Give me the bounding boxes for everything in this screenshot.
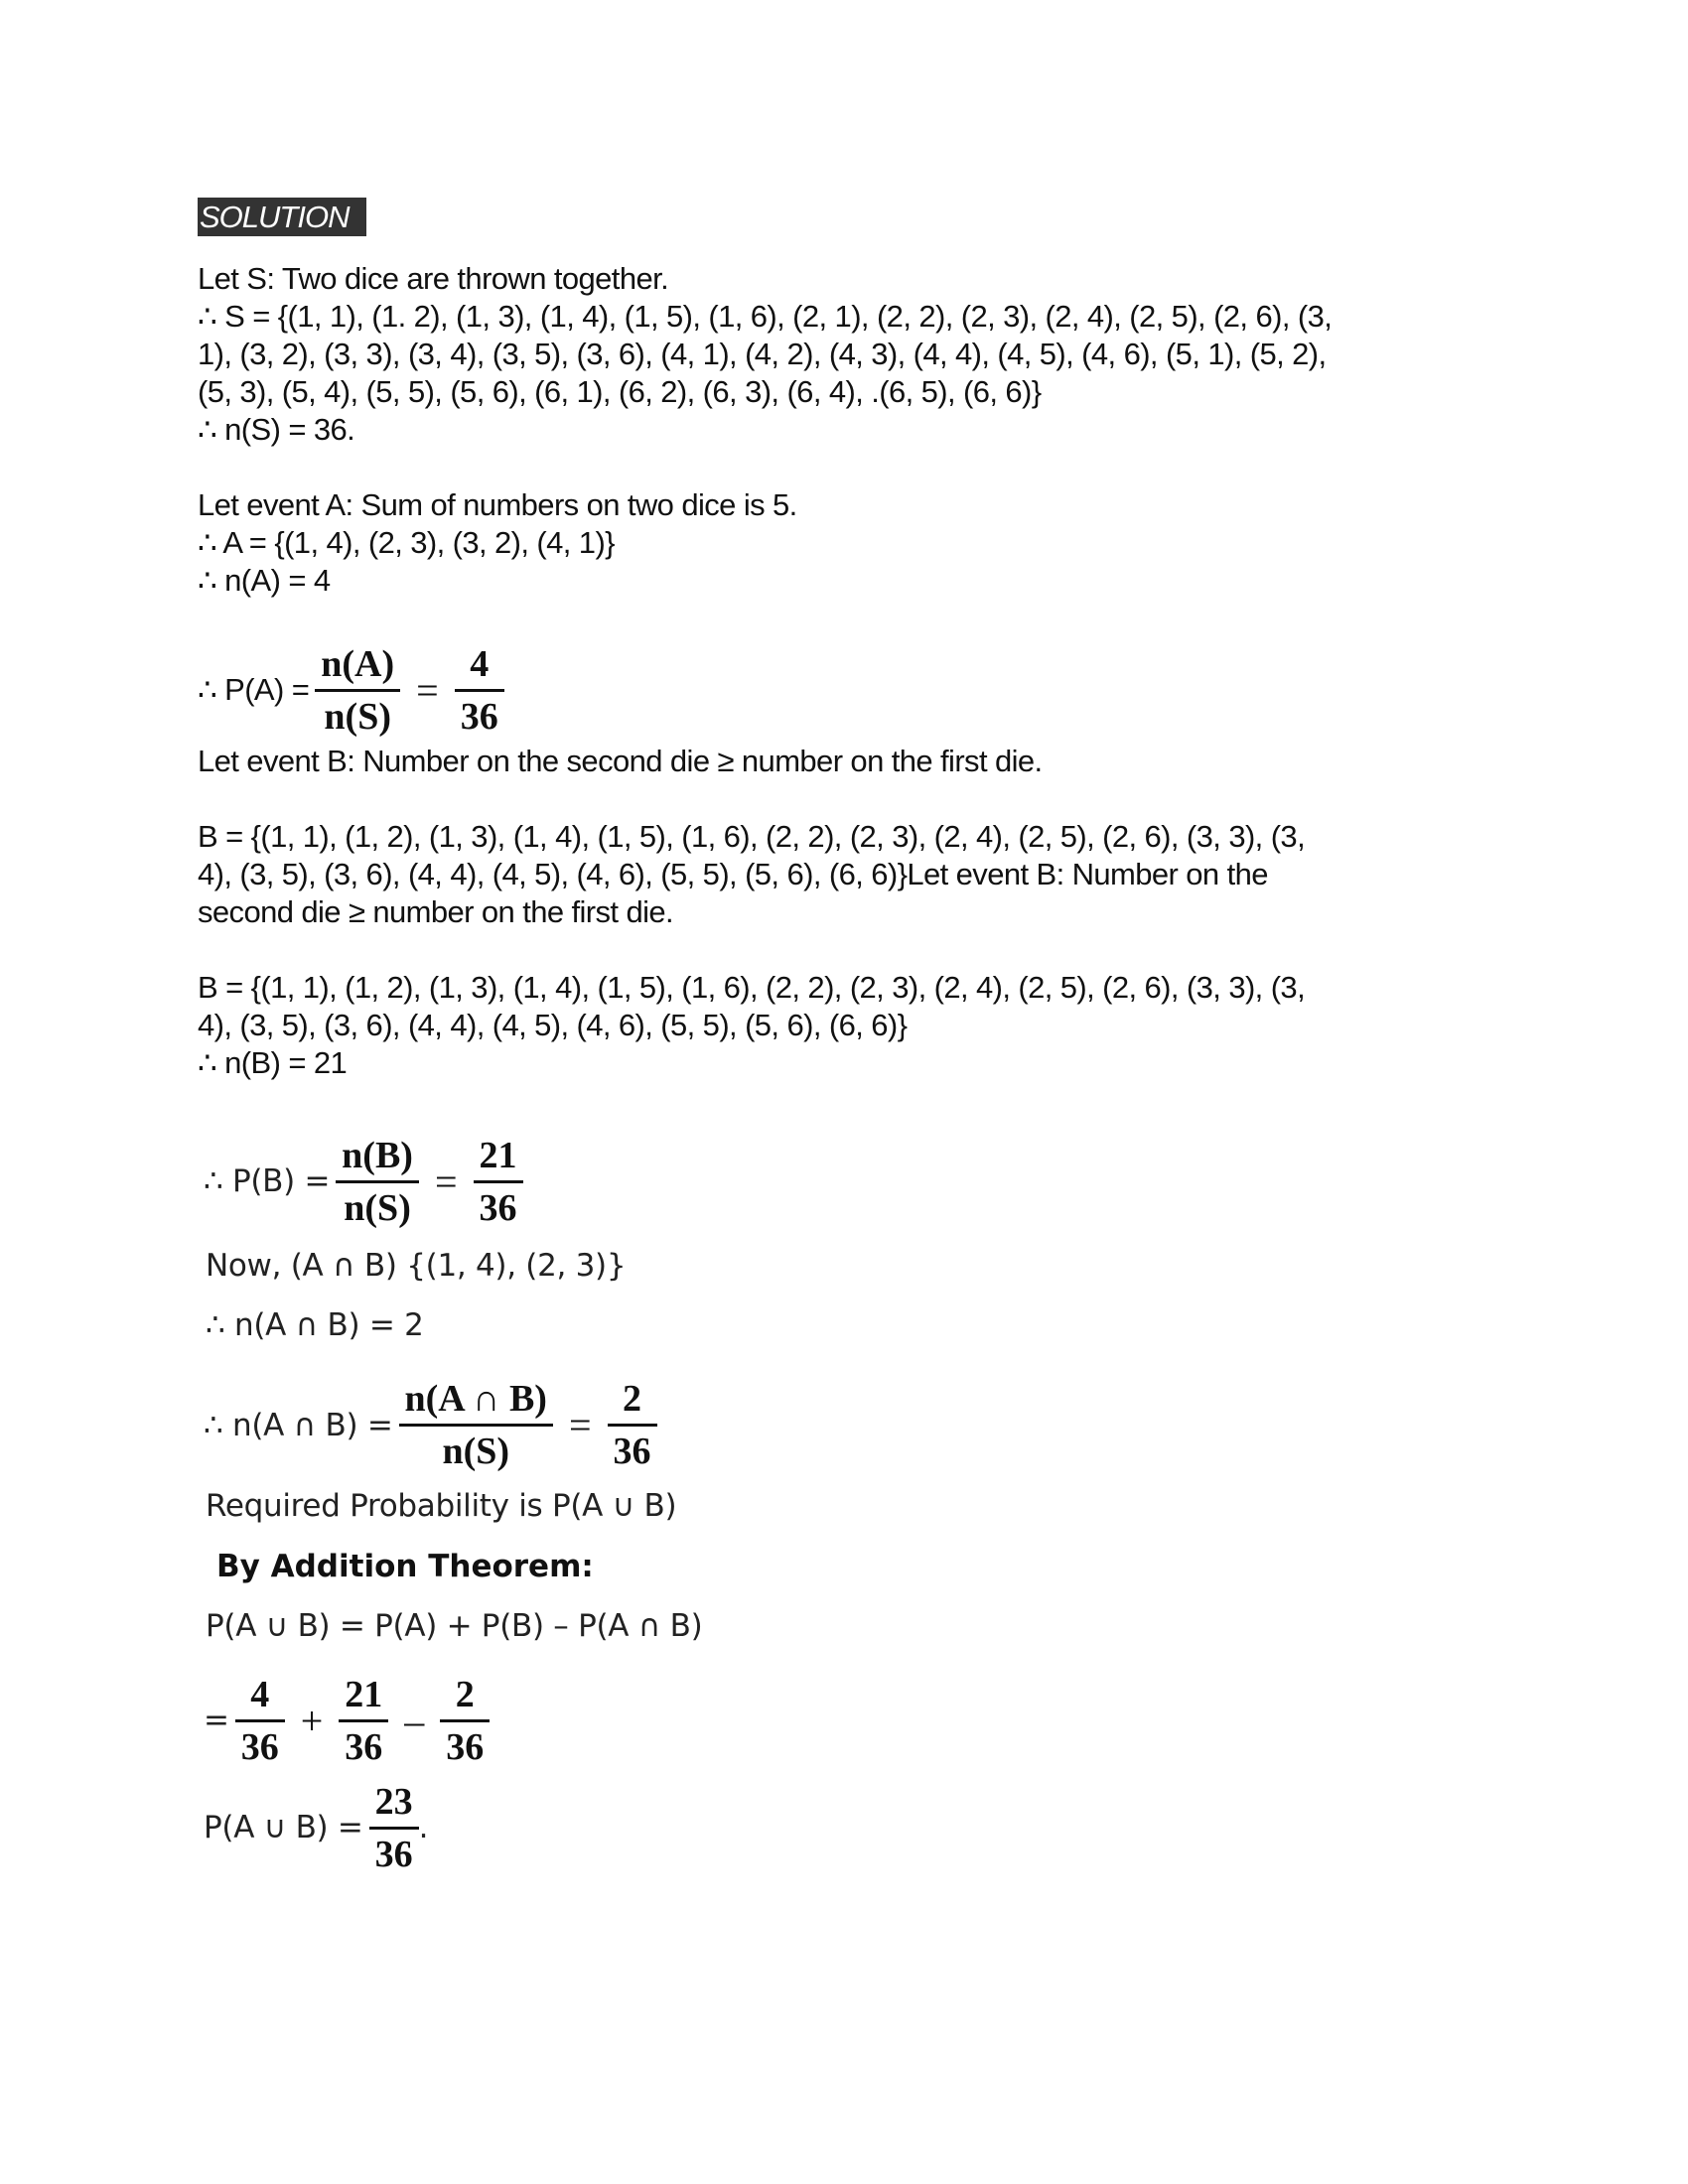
fraction-denominator: 36 — [479, 1186, 517, 1229]
result-period: . — [418, 1810, 429, 1845]
prob-a-fraction — [315, 639, 400, 742]
fraction-denominator: 36 — [460, 695, 498, 738]
addition-theorem-formula: P(A ∪ B) = P(A) + P(B) – P(A ∩ B) — [206, 1608, 703, 1644]
sample-space-intro: Let S: Two dice are thrown together. — [198, 261, 669, 296]
result-lhs: P(A ∪ B) = — [204, 1810, 363, 1845]
sum-equation — [204, 1666, 495, 1775]
fraction-numerator: 21 — [479, 1134, 517, 1176]
sum-fraction-b — [339, 1670, 388, 1772]
fraction-numerator: n(B) — [342, 1134, 413, 1176]
prob-b-fraction — [336, 1131, 419, 1233]
prob-intersection-fraction — [399, 1374, 553, 1476]
event-b-count: ∴ n(B) = 21 — [198, 1045, 348, 1080]
fraction-denominator: 36 — [240, 1725, 279, 1768]
fraction-denominator: 36 — [446, 1725, 485, 1768]
fraction-denominator: 36 — [374, 1833, 413, 1875]
fraction-denominator: n(S) — [324, 695, 391, 738]
sample-space-set-line-3: (5, 3), (5, 4), (5, 5), (5, 6), (6, 1), (6, 2), (6, 3), (6, 4), .(6, 5), (6, 6)} — [198, 374, 1042, 409]
fraction-denominator: 36 — [345, 1725, 383, 1768]
prob-b-value — [474, 1131, 523, 1233]
addition-theorem-heading: By Addition Theorem: — [216, 1549, 594, 1584]
event-b-set-dup-line-1: B = {(1, 1), (1, 2), (1, 3), (1, 4), (1, 5), (1, 6), (2, 2), (2, 3), (2, 4), (2, 5), (2, 6), (3, 3), (3, — [198, 819, 1306, 854]
sample-space-set-line-1: ∴ S = {(1, 1), (1. 2), (1, 3), (1, 4), (1, 5), (1, 6), (2, 1), (2, 2), (2, 3), (2, 4), (2, 5), (2, 6), (3, — [198, 299, 1333, 334]
event-b-set-dup-line-2: 4), (3, 5), (3, 6), (4, 4), (4, 5), (4, 6), (5, 5), (5, 6), (6, 6)}Let event B: Number on the — [198, 857, 1268, 891]
fraction-denominator: n(S) — [344, 1186, 411, 1229]
fraction-numerator: n(A ∩ B) — [404, 1378, 547, 1420]
fraction-denominator: 36 — [613, 1431, 651, 1472]
event-b-set-line-2: 4), (3, 5), (3, 6), (4, 4), (4, 5), (4, 6), (5, 5), (5, 6), (6, 6)} — [198, 1008, 908, 1042]
fraction-numerator: 4 — [250, 1673, 270, 1715]
event-b-set-line-1: B = {(1, 1), (1, 2), (1, 3), (1, 4), (1, 5), (1, 6), (2, 2), (2, 3), (2, 4), (2, 5), (2, 6), (3, 3), (3, — [198, 970, 1306, 1005]
sum-fraction-intersection — [440, 1670, 490, 1772]
intersection-set: Now, (A ∩ B) {(1, 4), (2, 3)} — [206, 1248, 627, 1284]
sum-lead: = — [204, 1703, 229, 1738]
event-a-count: ∴ n(A) = 4 — [198, 563, 331, 598]
prob-a-equation — [198, 635, 510, 745]
fraction-numerator: 2 — [623, 1378, 642, 1420]
fraction-numerator: 4 — [470, 642, 490, 685]
equals-sign: = — [416, 667, 439, 713]
prob-a-lhs: ∴ P(A) = — [198, 672, 310, 707]
intersection-count: ∴ n(A ∩ B) = 2 — [206, 1307, 424, 1343]
event-a-intro: Let event A: Sum of numbers on two dice is 5. — [198, 487, 797, 522]
fraction-denominator: n(S) — [442, 1431, 510, 1472]
fraction-numerator: n(A) — [321, 642, 395, 685]
plus-sign: + — [300, 1698, 324, 1743]
result-equation — [204, 1773, 428, 1882]
equals-sign: = — [434, 1159, 458, 1204]
minus-sign: – — [404, 1698, 425, 1743]
prob-b-lhs: ∴ P(B) = — [204, 1163, 331, 1199]
result-fraction — [369, 1777, 419, 1879]
prob-intersection-value — [608, 1374, 657, 1476]
prob-intersection-lhs: ∴ n(A ∩ B) = — [204, 1407, 393, 1443]
equals-sign: = — [568, 1403, 592, 1447]
fraction-numerator: 21 — [345, 1673, 383, 1715]
event-a-set: ∴ A = {(1, 4), (2, 3), (3, 2), (4, 1)} — [198, 525, 615, 560]
prob-a-value — [455, 639, 504, 742]
fraction-numerator: 2 — [455, 1673, 475, 1715]
sum-fraction-a — [235, 1670, 285, 1772]
event-b-set-dup-line-3: second die ≥ number on the first die. — [198, 894, 674, 929]
solution-badge: SOLUTION — [198, 198, 366, 236]
required-probability: Required Probability is P(A ∪ B) — [206, 1488, 677, 1524]
prob-b-equation — [204, 1127, 529, 1236]
fraction-numerator: 23 — [374, 1780, 413, 1823]
sample-space-count: ∴ n(S) = 36. — [198, 412, 355, 447]
sample-space-set-line-2: 1), (3, 2), (3, 3), (3, 4), (3, 5), (3, 6), (4, 1), (4, 2), (4, 3), (4, 4), (4, 5), (4, 6), (5, 1), (5, 2), — [198, 337, 1327, 371]
prob-intersection-equation — [204, 1368, 663, 1482]
event-b-intro: Let event B: Number on the second die ≥ number on the first die. — [198, 744, 1043, 778]
